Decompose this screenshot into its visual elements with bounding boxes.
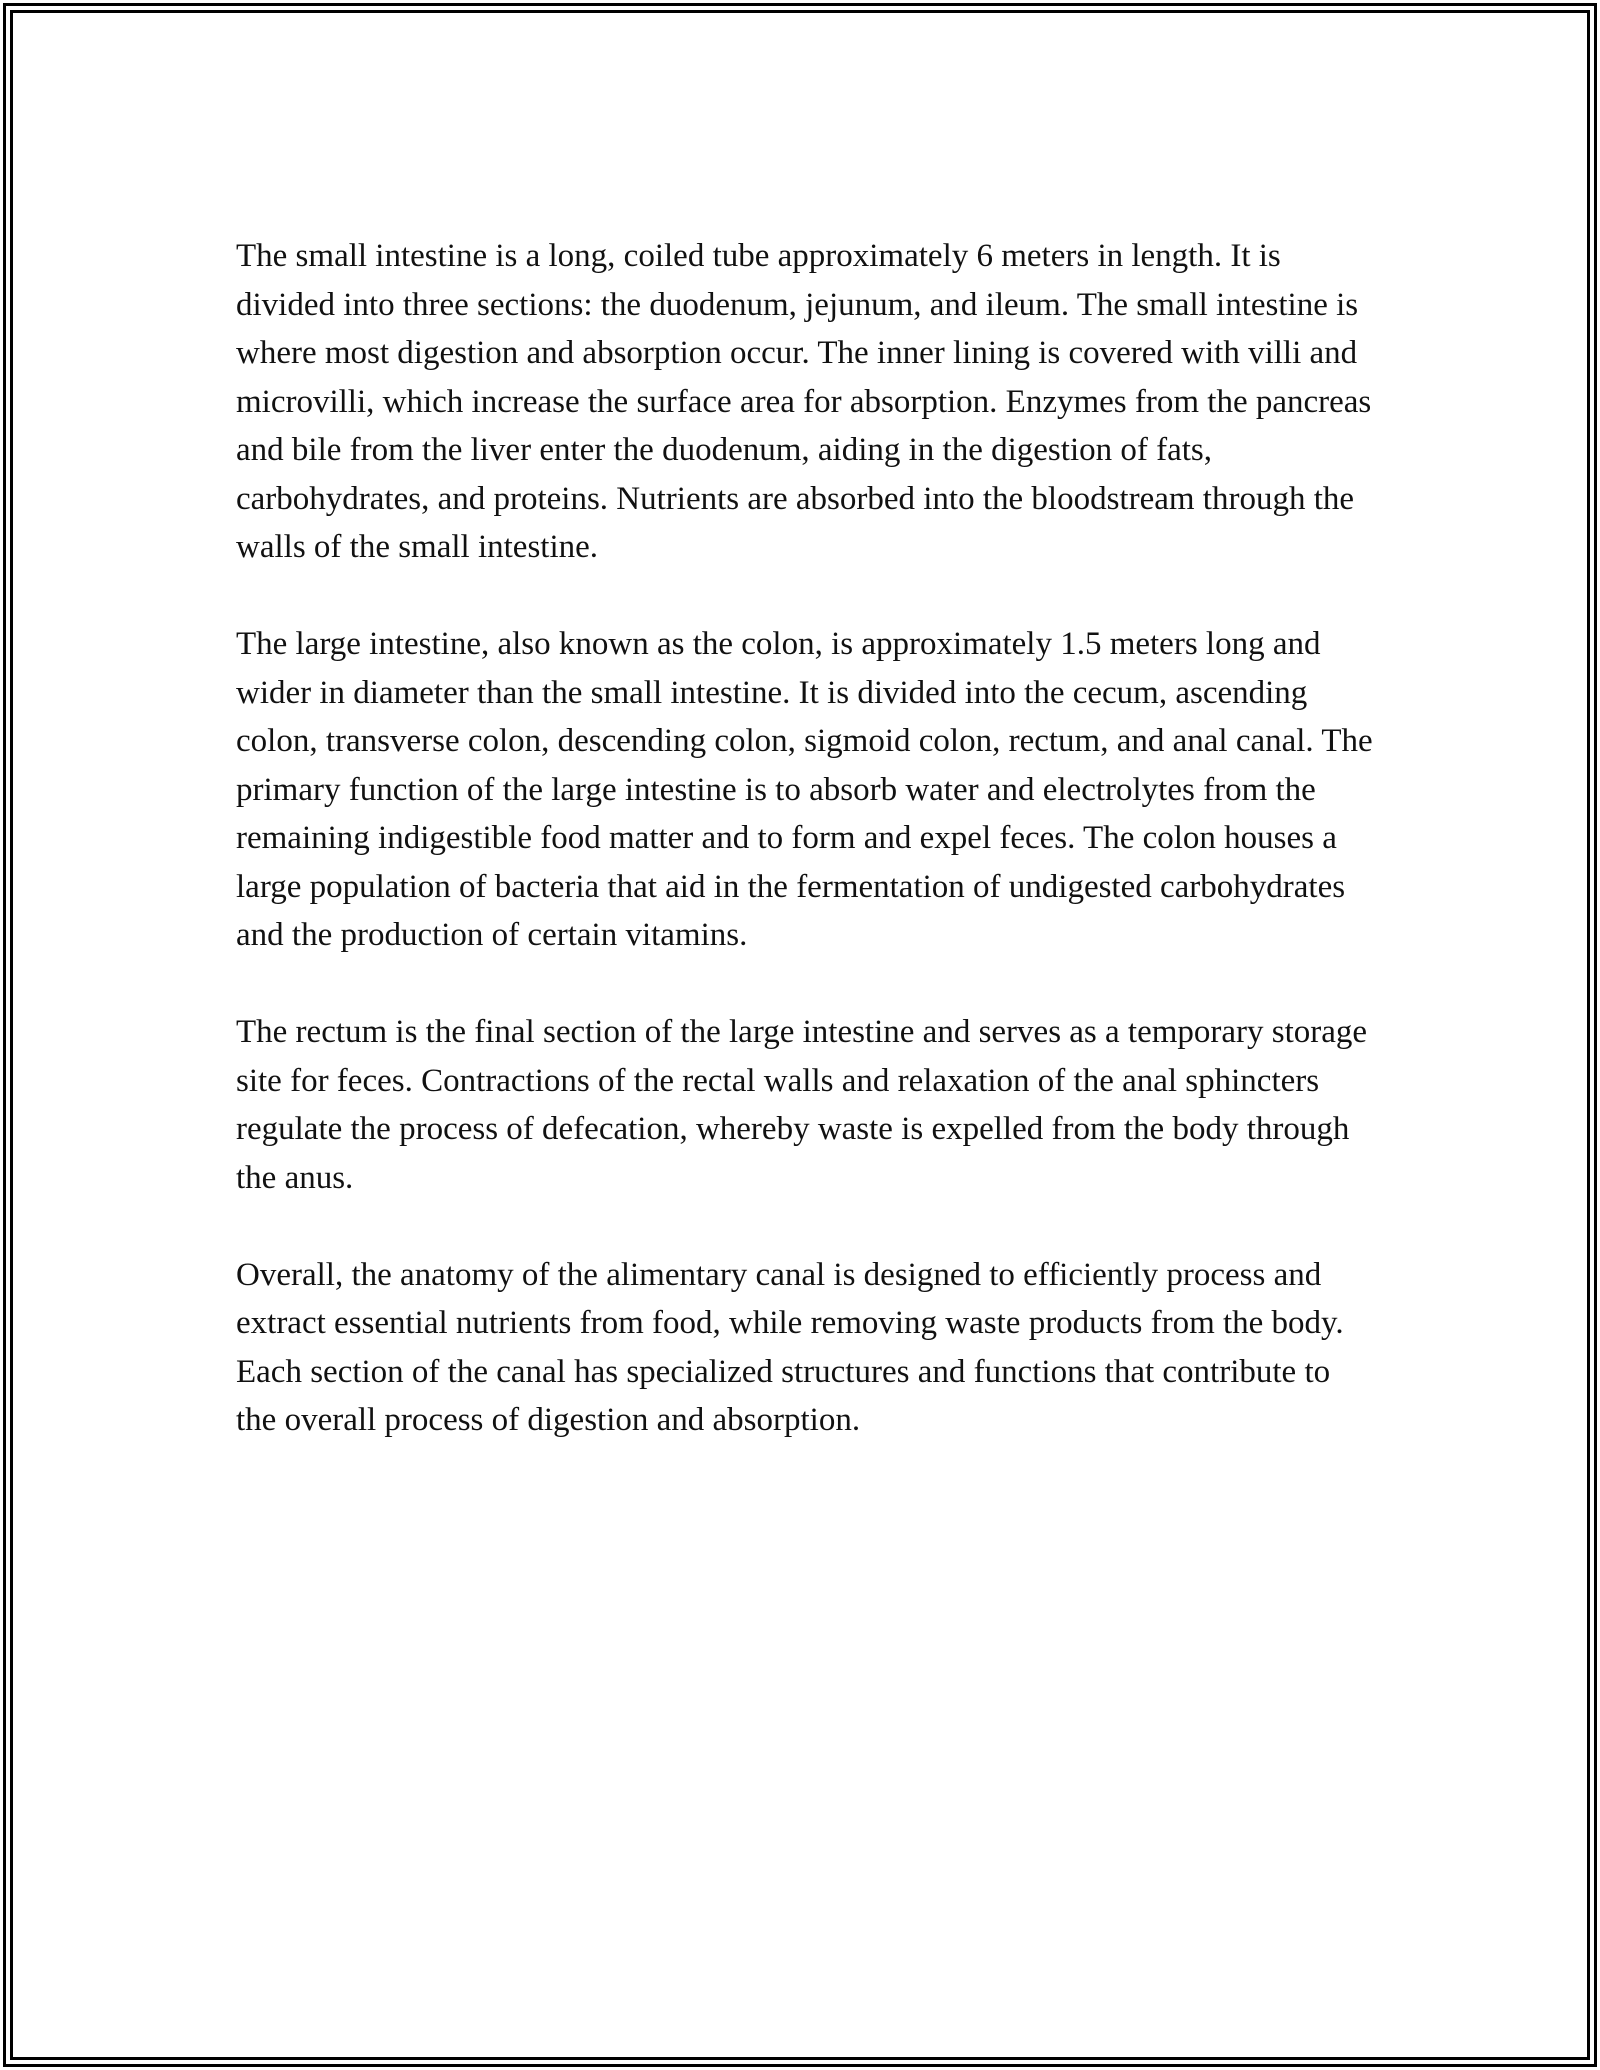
paragraph-large-intestine: The large intestine, also known as the colon, is approximately 1.5 meters long and wider in diameter than the small intestine. It is divided into the cecum, ascending colon, transverse colon, descending colon, sigmoid colon, rectum, and anal canal. The primary function of the large intestine is to absorb water and electrolytes from the remaining indigestible food matter and to form and expel feces. The colon houses a large population of bacteria that aid in the fermentation of undigested carbohydrates and the production of certain vitamins. — [236, 626, 1373, 953]
paragraph-rectum: The rectum is the final section of the large intestine and serves as a temporary storage site for feces. Contractions of the rectal walls and relaxation of the anal sphincters regulate the process of defecation, whereby waste is expelled from the body through the anus. — [236, 1014, 1368, 1196]
document-body — [236, 232, 1376, 1493]
paragraph-overall: Overall, the anatomy of the alimentary canal is designed to efficiently process and extract essential nutrients from food, while removing waste products from the body. Each section of the canal has specialized structures and functions that contribute to the overall process of digestion and absorption. — [236, 1256, 1344, 1438]
paragraph-small-intestine: The small intestine is a long, coiled tube approximately 6 meters in length. It is divided into three sections: the duodenum, jejunum, and ileum. The small intestine is where most digestion and absorption occur. The inner lining is covered with villi and microvilli, which increase the surface area for absorption. Enzymes from the pancreas and bile from the liver enter the duodenum, aiding in the digestion of fats, carbohydrates, and proteins. Nutrients are absorbed into the bloodstream through the walls of the small intestine. — [236, 238, 1372, 565]
